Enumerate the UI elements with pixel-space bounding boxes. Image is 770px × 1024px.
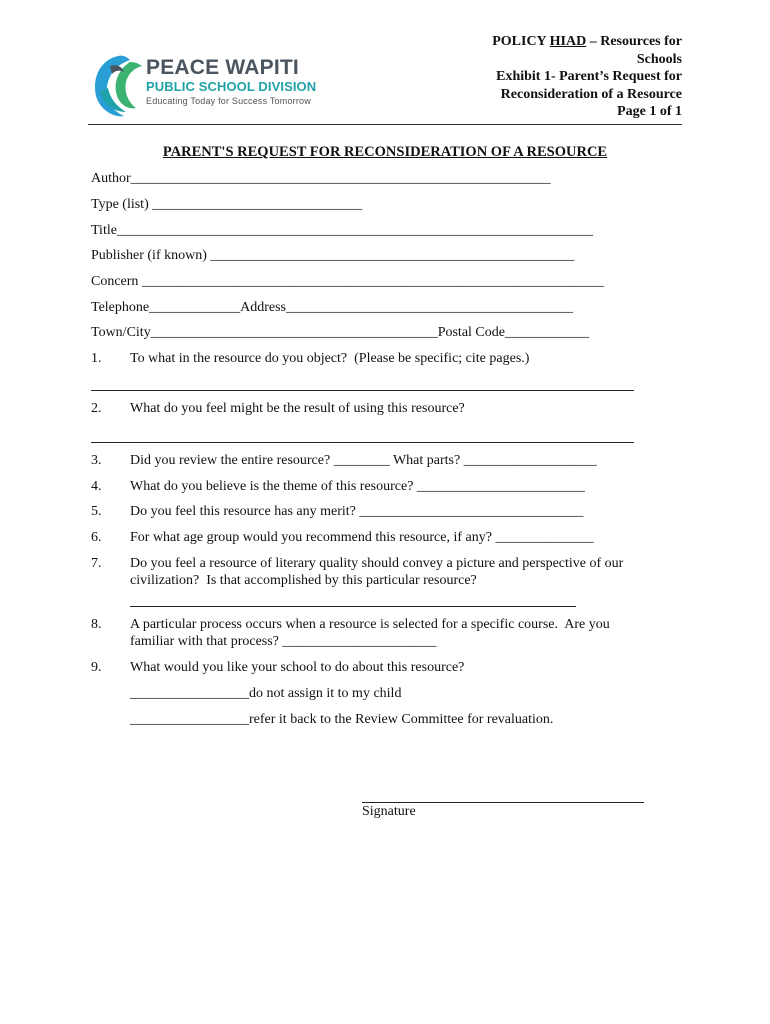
logo-text	[146, 57, 316, 106]
header-line-2: Schools	[636, 51, 682, 67]
form-title: PARENT'S REQUEST FOR RECONSIDERATION OF A RESOURCE	[162, 144, 608, 160]
question-number: 2.	[91, 401, 102, 416]
question-number: 9.	[91, 660, 102, 675]
policy-header	[492, 33, 682, 121]
answer-line-1[interactable]	[91, 390, 634, 391]
type-field[interactable]: Type (list) ______________________________	[91, 197, 363, 212]
option-refer-to-committee[interactable]: _________________refer it back to the Review Committee for revaluation.	[130, 712, 554, 727]
question-number: 1.	[91, 351, 102, 366]
header-line-4: Reconsideration of a Resource	[500, 86, 682, 102]
header-line-3: Exhibit 1- Parent’s Request for	[496, 69, 682, 84]
answer-line-2[interactable]	[91, 442, 634, 443]
logo-tagline: Educating Today for Success Tomorrow	[146, 96, 311, 106]
question-number: 8.	[91, 617, 102, 632]
header-divider	[88, 124, 682, 125]
title-field[interactable]: Title____________________________________________________________________	[91, 223, 593, 238]
policy-suffix: – Resources for	[586, 34, 682, 49]
question-number: 7.	[91, 556, 102, 571]
policy-line	[492, 33, 682, 51]
question-number: 3.	[91, 453, 102, 468]
question-text: To what in the resource do you object? (Please be specific; cite pages.)	[130, 351, 530, 366]
question-text: For what age group would you recommend this resource, if any? ______________	[130, 530, 594, 545]
policy-prefix: POLICY	[492, 34, 550, 49]
question-text: Do you feel this resource has any merit? ________________________________	[130, 504, 584, 519]
question-text: What do you feel might be the result of using this resource?	[130, 401, 465, 416]
option-do-not-assign[interactable]: _________________do not assign it to my child	[130, 686, 402, 701]
question-number: 6.	[91, 530, 102, 545]
answer-line-7[interactable]	[130, 606, 576, 607]
question-number: 5.	[91, 504, 102, 519]
question-text: Did you review the entire resource? ________ What parts? ___________________	[130, 453, 597, 468]
telephone-address-field[interactable]: Telephone_____________Address_________________________________________	[91, 300, 573, 315]
school-division-logo	[90, 52, 320, 122]
logo-division: PUBLIC SCHOOL DIVISION	[146, 79, 317, 94]
question-text-line-2: familiar with that process? ______________________	[130, 634, 437, 649]
question-text-line-2: civilization? Is that accomplished by this particular resource?	[130, 573, 477, 588]
logo-name: PEACE WAPITI	[146, 56, 299, 79]
publisher-field[interactable]: Publisher (if known) ____________________________________________________	[91, 248, 575, 263]
signature-line[interactable]	[362, 802, 644, 803]
page-number: Page 1 of 1	[617, 104, 682, 119]
town-postal-field[interactable]: Town/City_________________________________________Postal Code____________	[91, 325, 589, 340]
question-text: Do you feel a resource of literary quality should convey a picture and perspective of our	[130, 556, 624, 571]
question-text: A particular process occurs when a resource is selected for a specific course. Are you	[130, 617, 610, 632]
question-number: 4.	[91, 479, 102, 494]
author-field[interactable]: Author____________________________________________________________	[91, 171, 551, 186]
question-text: What do you believe is the theme of this resource? ________________________	[130, 479, 585, 494]
question-text: What would you like your school to do about this resource?	[130, 660, 465, 675]
signature-label: Signature	[362, 804, 416, 819]
concern-field[interactable]: Concern __________________________________________________________________	[91, 274, 604, 289]
division-emblem-icon	[90, 52, 146, 120]
policy-code: HIAD	[549, 34, 587, 49]
